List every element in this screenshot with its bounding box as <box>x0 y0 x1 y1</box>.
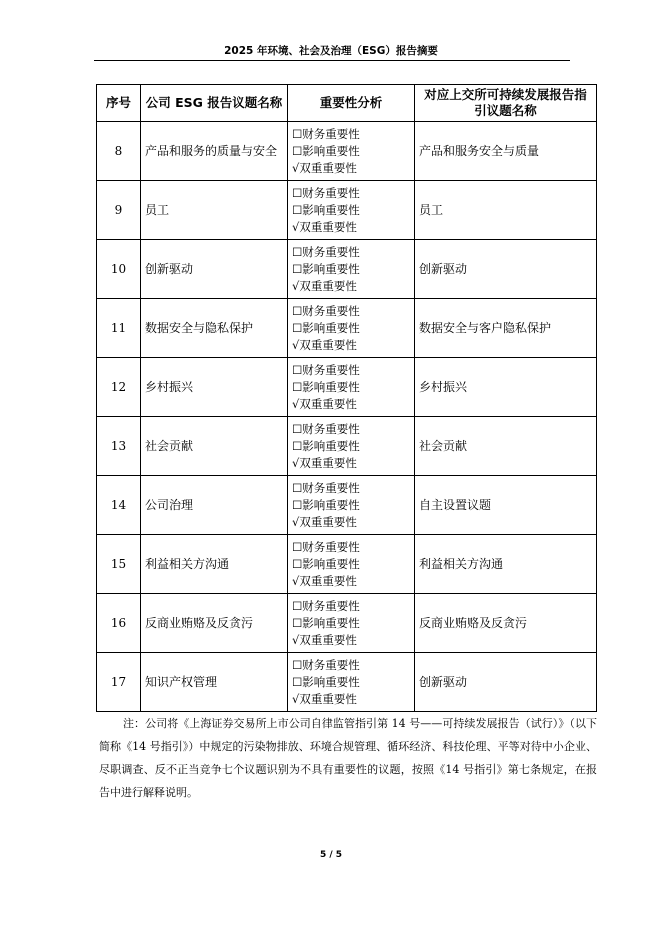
table-header-row <box>97 85 597 122</box>
double-materiality-option: √双重重要性 <box>292 219 357 234</box>
impact-materiality-option: ☐影响重要性 <box>292 438 360 453</box>
materiality-options <box>288 240 415 299</box>
topic-name: 利益相关方沟通 <box>141 535 288 594</box>
table-row <box>97 358 597 417</box>
materiality-options <box>288 417 415 476</box>
row-number: 9 <box>97 181 141 240</box>
topic-name: 乡村振兴 <box>141 358 288 417</box>
materiality-options <box>288 122 415 181</box>
financial-materiality-option: ☐财务重要性 <box>292 362 360 377</box>
financial-materiality-option: ☐财务重要性 <box>292 126 360 141</box>
double-materiality-option: √双重重要性 <box>292 455 357 470</box>
materiality-options <box>288 476 415 535</box>
impact-materiality-option: ☐影响重要性 <box>292 379 360 394</box>
row-number: 17 <box>97 653 141 712</box>
table-row <box>97 417 597 476</box>
double-materiality-option: √双重重要性 <box>292 632 357 647</box>
double-materiality-option: √双重重要性 <box>292 278 357 293</box>
double-materiality-option: √双重重要性 <box>292 514 357 529</box>
financial-materiality-option: ☐财务重要性 <box>292 185 360 200</box>
report-header-title: 2025 年环境、社会及治理（ESG）报告摘要 <box>224 45 438 57</box>
materiality-options <box>288 653 415 712</box>
impact-materiality-option: ☐影响重要性 <box>292 556 360 571</box>
row-number: 8 <box>97 122 141 181</box>
topic-name: 创新驱动 <box>141 240 288 299</box>
table-row <box>97 240 597 299</box>
double-materiality-option: √双重重要性 <box>292 337 357 352</box>
financial-materiality-option: ☐财务重要性 <box>292 244 360 259</box>
footnote: 注：公司将《上海证券交易所上市公司自律监管指引第 14 号——可持续发展报告（试行）》（以下简称《14 号指引》）中规定的污染物排放、环境合规管理、循环经济、科技伦理、平等对待中小企业、尽职调查、反不正当竞争七个议题识别为不具有重要性的议题，按照《14 号指引》第七条规定，在报告中进行解释说明。 <box>99 717 597 799</box>
guideline-topic-name: 利益相关方沟通 <box>415 535 597 594</box>
table-row <box>97 535 597 594</box>
table-body <box>97 122 597 712</box>
guideline-topic-name: 社会贡献 <box>415 417 597 476</box>
topic-name: 产品和服务的质量与安全 <box>141 122 288 181</box>
table-row <box>97 299 597 358</box>
guideline-topic-name: 员工 <box>415 181 597 240</box>
table-row <box>97 122 597 181</box>
row-number: 16 <box>97 594 141 653</box>
financial-materiality-option: ☐财务重要性 <box>292 657 360 672</box>
header-guideline-topic: 对应上交所可持续发展报告指引议题名称 <box>415 85 597 122</box>
impact-materiality-option: ☐影响重要性 <box>292 261 360 276</box>
materiality-options <box>288 535 415 594</box>
topic-name: 社会贡献 <box>141 417 288 476</box>
row-number: 15 <box>97 535 141 594</box>
table-row <box>97 476 597 535</box>
header-divider <box>94 60 570 61</box>
esg-topic-table <box>96 84 597 712</box>
table-row <box>97 181 597 240</box>
table-row <box>97 653 597 712</box>
topic-name: 知识产权管理 <box>141 653 288 712</box>
guideline-topic-name: 产品和服务安全与质量 <box>415 122 597 181</box>
guideline-topic-name: 数据安全与客户隐私保护 <box>415 299 597 358</box>
impact-materiality-option: ☐影响重要性 <box>292 320 360 335</box>
topic-name: 数据安全与隐私保护 <box>141 299 288 358</box>
header-topic: 公司 ESG 报告议题名称 <box>141 85 288 122</box>
row-number: 11 <box>97 299 141 358</box>
impact-materiality-option: ☐影响重要性 <box>292 615 360 630</box>
materiality-options <box>288 181 415 240</box>
header-materiality: 重要性分析 <box>288 85 415 122</box>
financial-materiality-option: ☐财务重要性 <box>292 480 360 495</box>
double-materiality-option: √双重重要性 <box>292 396 357 411</box>
materiality-options <box>288 299 415 358</box>
financial-materiality-option: ☐财务重要性 <box>292 421 360 436</box>
materiality-options <box>288 594 415 653</box>
financial-materiality-option: ☐财务重要性 <box>292 303 360 318</box>
page-number: 5 / 5 <box>319 850 343 860</box>
guideline-topic-name: 创新驱动 <box>415 240 597 299</box>
row-number: 13 <box>97 417 141 476</box>
table-row <box>97 594 597 653</box>
topic-name: 反商业贿赂及反贪污 <box>141 594 288 653</box>
financial-materiality-option: ☐财务重要性 <box>292 598 360 613</box>
guideline-topic-name: 自主设置议题 <box>415 476 597 535</box>
double-materiality-option: √双重重要性 <box>292 160 357 175</box>
row-number: 12 <box>97 358 141 417</box>
double-materiality-option: √双重重要性 <box>292 573 357 588</box>
topic-name: 员工 <box>141 181 288 240</box>
materiality-options <box>288 358 415 417</box>
guideline-topic-name: 创新驱动 <box>415 653 597 712</box>
guideline-topic-name: 反商业贿赂及反贪污 <box>415 594 597 653</box>
impact-materiality-option: ☐影响重要性 <box>292 202 360 217</box>
header-no: 序号 <box>97 85 141 122</box>
guideline-topic-name: 乡村振兴 <box>415 358 597 417</box>
double-materiality-option: √双重重要性 <box>292 691 357 706</box>
impact-materiality-option: ☐影响重要性 <box>292 674 360 689</box>
financial-materiality-option: ☐财务重要性 <box>292 539 360 554</box>
impact-materiality-option: ☐影响重要性 <box>292 143 360 158</box>
topic-name: 公司治理 <box>141 476 288 535</box>
row-number: 14 <box>97 476 141 535</box>
row-number: 10 <box>97 240 141 299</box>
impact-materiality-option: ☐影响重要性 <box>292 497 360 512</box>
